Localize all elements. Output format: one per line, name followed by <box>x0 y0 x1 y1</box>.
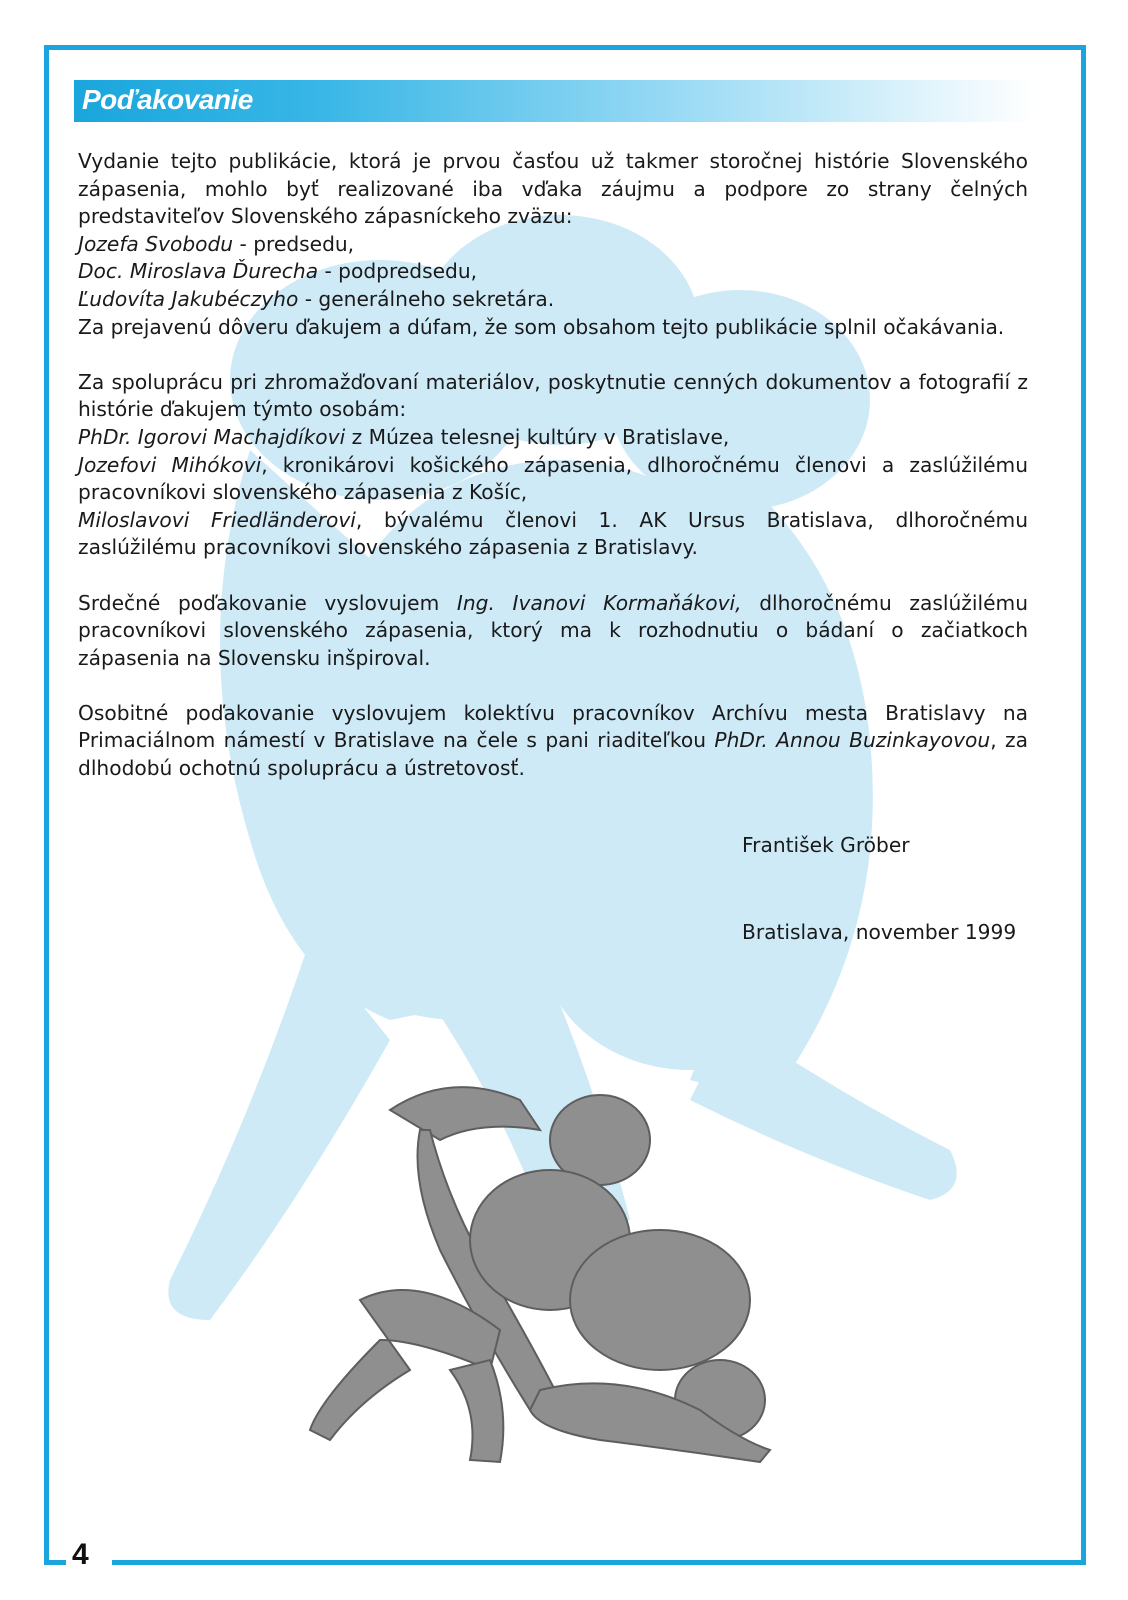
list-item <box>78 231 1028 259</box>
paragraph-text: dlhoročnému zaslúžilému pracovníkovi slovenského zápasenia, ktorý ma k rozhodnutiu o bádaní o začiatkoch zápasenia na Slovensku inšpiroval. <box>78 590 1029 670</box>
paragraph-text: Srdečné poďakovanie vyslovujem <box>78 590 457 615</box>
paragraph-archive <box>78 700 1028 783</box>
person-description: , bývalému členovi 1. AK Ursus Bratislava, dlhoročnému zaslúžilému pracovníkovi slovenského zápasenia z Bratislavy. <box>78 507 1028 560</box>
list-item <box>78 507 1028 562</box>
person-name: Jozefa Svobodu <box>78 231 234 256</box>
person-name: PhDr. Igorovi Machajdíkovi <box>78 424 346 449</box>
person-name: Ľudovíta Jakubéczyho <box>78 286 299 311</box>
paragraph-supporters <box>78 148 1028 341</box>
person-description: z Múzea telesnej kultúry v Bratislave, <box>345 424 730 449</box>
list-item <box>78 286 1028 314</box>
wrestlers-statue-illustration <box>300 1070 780 1470</box>
person-role: - podpredsedu, <box>318 259 478 284</box>
person-name: Ing. Ivanovi Kormaňákovi, <box>456 590 742 615</box>
list-item <box>78 258 1028 286</box>
person-description: , kronikárovi košického zápasenia, dlhoročnému členovi a zaslúžilému pracovníkovi slovenského zápasenia z Košíc, <box>78 452 1028 505</box>
paragraph-text: , za dlhodobú ochotnú spoluprácu a ústretovosť. <box>78 728 1028 781</box>
paragraph-text: Osobitné poďakovanie vyslovujem kolektívu pracovníkov Archívu mesta Bratislavy na Primaciálnom námestí v Bratislave na čele s pani riaditeľkou <box>78 700 1028 753</box>
bottom-rule <box>112 1560 1086 1565</box>
signature-place-date: Bratislava, november 1999 <box>742 920 1017 944</box>
bottom-rule <box>44 1560 66 1565</box>
signature-author: František Gröber <box>742 833 910 857</box>
list-item <box>78 424 1028 452</box>
person-name: Miloslavovi Friedländerovi <box>78 507 356 532</box>
paragraph-text: Vydanie tejto publikácie, ktorá je prvou časťou už takmer storočnej histórie Slovenského zápasenia, mohlo byť realizované iba vďaka záujmu a podpore zo strany čelných predstaviteľov Slovenského zápasníckeho zväzu: <box>78 149 1028 229</box>
page-title: Poďakovanie <box>82 84 253 115</box>
body-text <box>78 148 1028 810</box>
person-name: PhDr. Annou Buzinkayovou <box>714 728 991 753</box>
paragraph-inspiration <box>78 590 1028 673</box>
person-role: - predsedu, <box>233 231 355 256</box>
person-name: Jozefovi Mihókovi <box>78 452 262 477</box>
title-banner <box>74 80 1034 122</box>
list-item <box>78 452 1028 507</box>
paragraph-text: Za spoluprácu pri zhromažďovaní materiálov, poskytnutie cenných dokumentov a fotografií z histórie ďakujem týmto osobám: <box>78 369 1028 422</box>
paragraph-text: Za prejavenú dôveru ďakujem a dúfam, že som obsahom tejto publikácie splnil očakávania. <box>78 314 1005 339</box>
paragraph-contributors <box>78 369 1028 562</box>
person-role: - generálneho sekretára. <box>298 286 555 311</box>
page-number: 4 <box>72 1538 89 1571</box>
person-name: Doc. Miroslava Ďurecha <box>78 259 319 284</box>
